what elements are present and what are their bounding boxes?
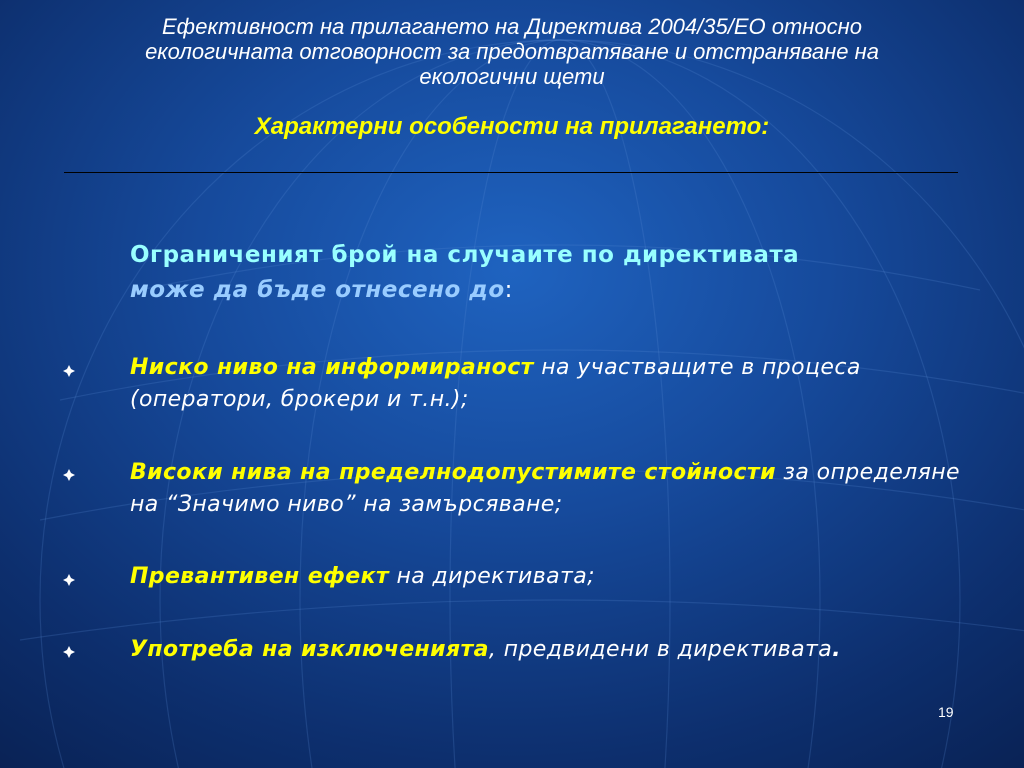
diamond-bullet-icon xyxy=(62,645,76,659)
diamond-bullet-icon xyxy=(62,573,76,587)
intro-part3: : xyxy=(504,277,513,303)
item-text: за определяне на “Значимо ниво” на замърсяване; xyxy=(130,460,960,517)
intro-part1: Ограниченият брой на случаите по директивата xyxy=(130,242,800,268)
item-text: на директивата; xyxy=(389,564,595,589)
item-highlight: Употреба на изключенията xyxy=(130,637,489,662)
item-highlight: Високи нива на пределнодопустимите стойности xyxy=(130,460,776,485)
slide-subtitle: Характерни особености на прилагането: xyxy=(254,113,770,140)
title-line: екологичната отговорност за предотвратяване и отстраняване на xyxy=(145,39,879,64)
diamond-bullet-icon xyxy=(62,468,76,482)
diamond-bullet-icon xyxy=(62,364,76,378)
list-item xyxy=(130,457,970,521)
page-number: 19 xyxy=(938,704,954,720)
list-item xyxy=(130,561,970,593)
intro-text xyxy=(130,238,960,308)
item-highlight: Ниско ниво на информираност xyxy=(130,355,534,380)
item-highlight: Превантивен ефект xyxy=(130,564,390,589)
item-text: на участващите в процеса (оператори, брокери и т.н.); xyxy=(130,355,861,412)
list-item xyxy=(130,352,970,416)
title-divider xyxy=(64,172,958,173)
item-end: . xyxy=(832,637,841,662)
title-line: екологични щети xyxy=(419,64,605,89)
slide-title xyxy=(40,14,984,89)
list-item xyxy=(130,634,970,666)
intro-part2: може да бъде отнесено до xyxy=(130,277,505,303)
title-line: Ефективност на прилагането на Директива 2004/35/ЕО относно xyxy=(161,14,862,39)
item-text: , предвидени в директивата xyxy=(488,637,833,662)
